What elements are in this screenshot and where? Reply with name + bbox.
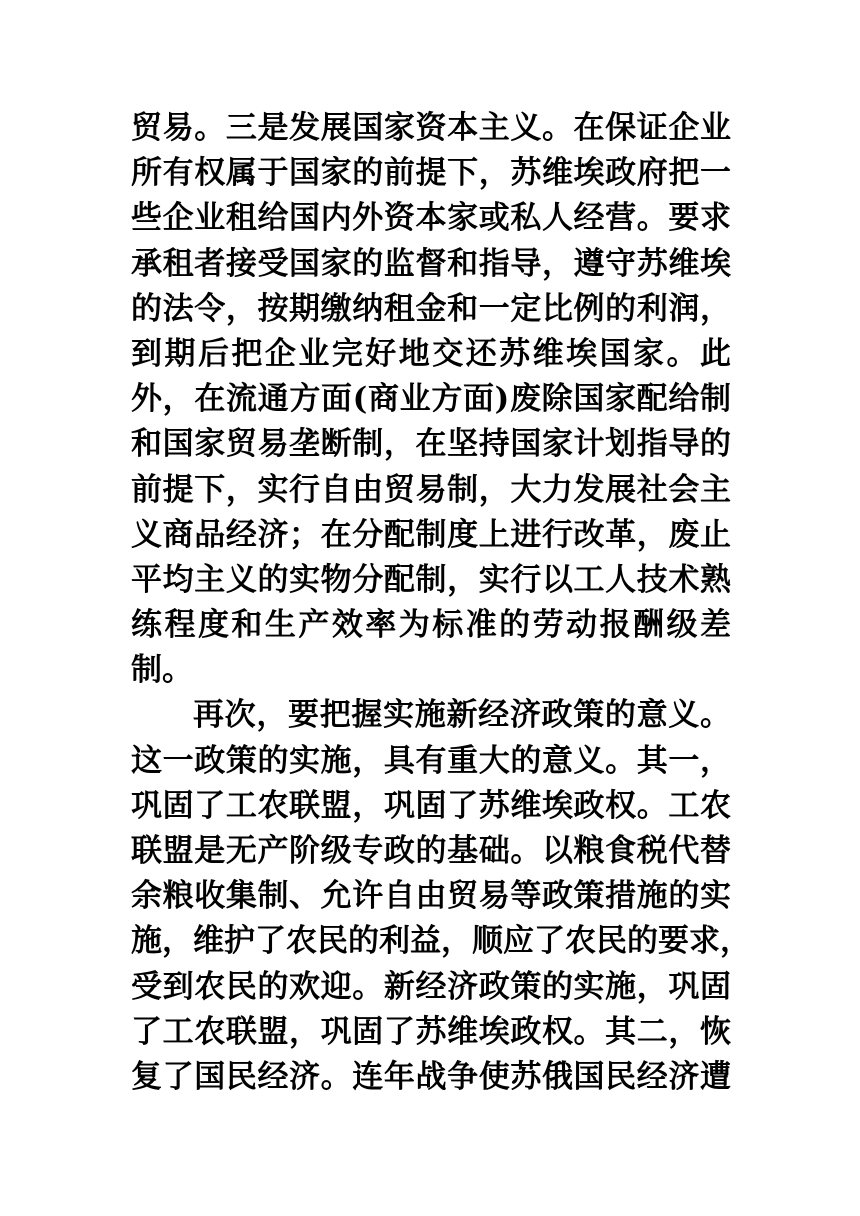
text-line: 平均主义的实物分配制，实行以工人技术熟	[131, 561, 731, 598]
text-line: 联盟是无产阶级专政的基础。以粮食税代替	[131, 833, 731, 869]
text-line: 练程度和生产效率为标准的劳动报酬级差	[131, 607, 731, 644]
text-line: 外，在流通方面(商业方面)废除国家配给制	[131, 381, 731, 418]
text-line-paragraph-end: 制。	[131, 652, 193, 689]
text-line: 这一政策的实施，具有重大的意义。其一，	[131, 742, 731, 779]
text-line: 受到农民的欢迎。新经济政策的实施，巩固	[131, 968, 731, 1005]
text-line: 了工农联盟，巩固了苏维埃政权。其二，恢	[131, 1013, 731, 1050]
text-line-paragraph-start: 再次，要把握实施新经济政策的意义。	[193, 697, 731, 734]
text-line: 所有权属于国家的前提下，苏维埃政府把一	[131, 155, 731, 192]
text-line: 前提下，实行自由贸易制，大力发展社会主	[131, 471, 731, 508]
text-line: 义商品经济；在分配制度上进行改革，废止	[131, 516, 731, 553]
text-line: 承租者接受国家的监督和指导，遵守苏维埃	[131, 245, 731, 282]
text-line: 的法令，按期缴纳租金和一定比例的利润，	[131, 290, 731, 327]
text-line: 和国家贸易垄断制，在坚持国家计划指导的	[131, 426, 731, 463]
text-line: 复了国民经济。连年战争使苏俄国民经济遭	[131, 1058, 731, 1095]
text-line: 贸易。三是发展国家资本主义。在保证企业	[131, 110, 731, 146]
text-line: 到期后把企业完好地交还苏维埃国家。此	[131, 335, 731, 372]
text-line: 巩固了工农联盟，巩固了苏维埃政权。工农	[131, 787, 731, 824]
text-line: 余粮收集制、允许自由贸易等政策措施的实	[131, 878, 731, 915]
text-line: 施，维护了农民的利益，顺应了农民的要求，	[131, 923, 751, 960]
text-line: 些企业租给国内外资本家或私人经营。要求	[131, 200, 731, 237]
body-text	[131, 106, 751, 1100]
